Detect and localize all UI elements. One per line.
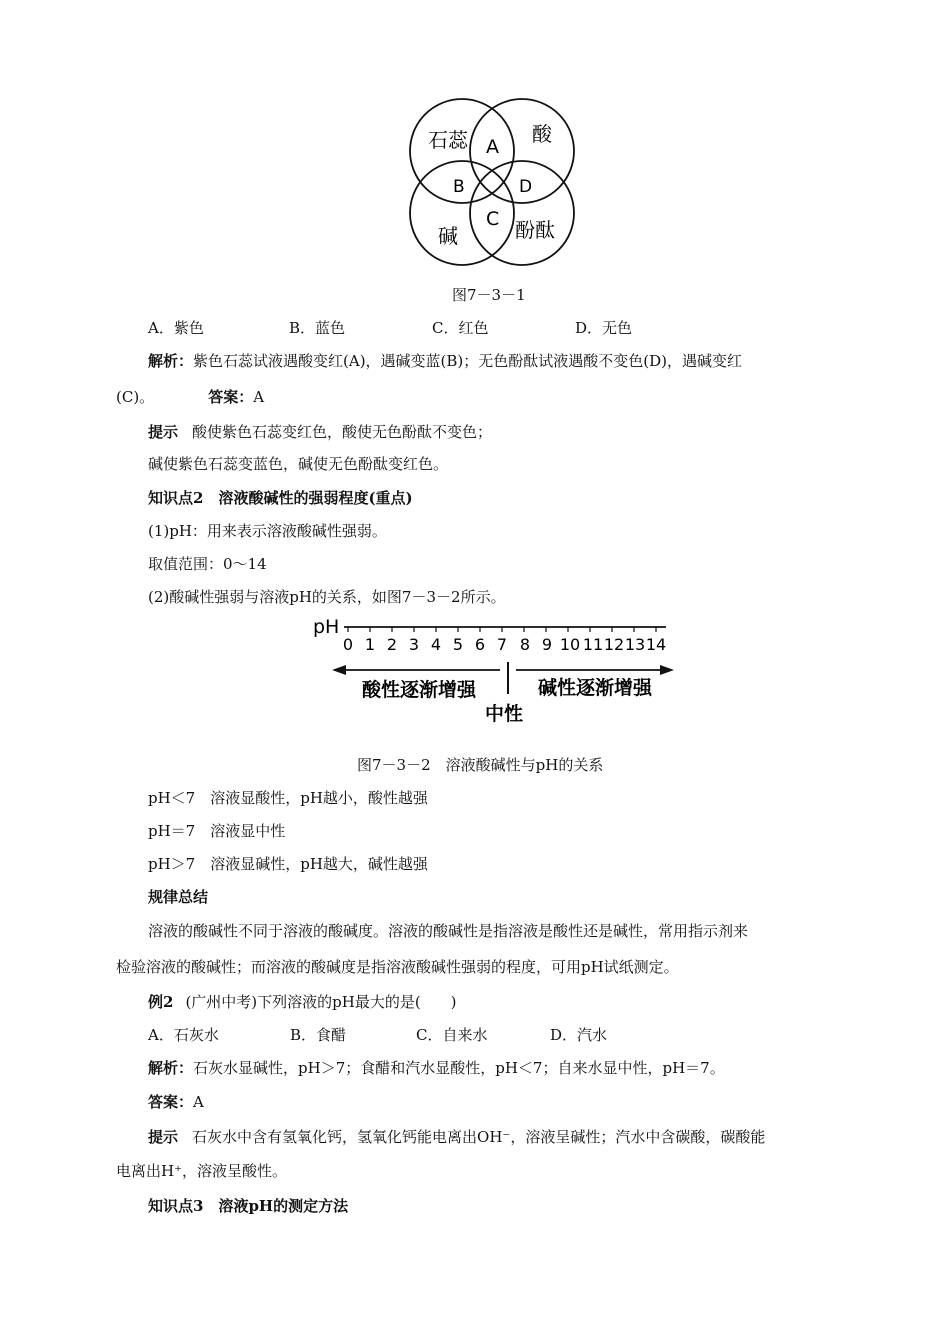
tip1-line1: [148, 421, 492, 443]
q1-option-b: B．蓝色: [289, 319, 346, 337]
ph-tick-13: 13: [624, 635, 646, 654]
q1-option-a: A．紫色: [148, 319, 204, 337]
kp2-item1: (1)pH：用来表示溶液酸碱性强弱。: [148, 522, 387, 540]
label-phenolphthalein: 酚酞: [515, 218, 555, 242]
kp2-range: 取值范围：0～14: [148, 555, 267, 573]
tip1-text1: 酸使紫色石蕊变红色，酸使无色酚酞不变色；: [192, 423, 493, 441]
ph-rule-acidic: pH＜7 溶液显酸性，pH越小，酸性越强: [148, 789, 428, 807]
figure-ph-scale: [310, 610, 680, 730]
label-region-c: C: [486, 208, 500, 230]
example2-question: [148, 991, 457, 1013]
example2-answer-label: 答案：: [148, 1093, 194, 1111]
ph-axis-label: pH: [313, 616, 340, 638]
tip1-line2: 碱使紫色石蕊变蓝色，碱使无色酚酞变红色。: [148, 455, 449, 473]
ph-tick-3: 3: [408, 635, 420, 654]
summary-title: 规律总结: [148, 888, 209, 906]
example2-analysis-label: 解析：: [148, 1059, 194, 1077]
example2-analysis: [148, 1057, 725, 1079]
example2-tip-label: 提示: [148, 1128, 179, 1146]
analysis1-text: 紫色石蕊试液遇酸变红(A)，遇碱变蓝(B)；无色酚酞试液遇酸不变色(D)，遇碱变红: [193, 352, 743, 370]
label-region-a: A: [486, 136, 499, 158]
label-acid: 酸: [532, 122, 552, 146]
example2-option-d: D．汽水: [550, 1026, 608, 1044]
analysis1-line2: [116, 386, 264, 408]
ph-tick-10: 10: [559, 635, 581, 654]
example2-analysis-text: 石灰水显碱性，pH＞7；食醋和汽水显酸性，pH＜7；自来水显中性，pH＝7。: [193, 1059, 725, 1077]
q1-option-c: C．红色: [432, 319, 489, 337]
ph-tick-5: 5: [452, 635, 464, 654]
tip1-label: 提示: [148, 423, 179, 441]
example2-tip-text1: 石灰水中含有氢氧化钙，氢氧化钙能电离出OH⁻，溶液呈碱性；汽水中含碳酸，碳酸能: [192, 1128, 766, 1146]
kp3-title: 知识点3 溶液pH的测定方法: [148, 1197, 349, 1215]
answer1-value: A: [253, 388, 265, 406]
figure1-caption: 图7－3－1: [452, 286, 526, 304]
acid-label: 酸性逐渐增强: [362, 679, 477, 701]
example2-tip-line2: 电离出H⁺，溶液呈酸性。: [116, 1162, 287, 1180]
analysis1-text2: (C)。: [116, 388, 155, 406]
analysis1-label: 解析：: [148, 352, 194, 370]
ph-tick-7: 7: [496, 635, 508, 654]
base-arrow-head: [660, 665, 674, 675]
example2-option-c: C．自来水: [416, 1026, 488, 1044]
summary-line2: 检验溶液的酸碱性；而溶液的酸碱度是指溶液酸碱性强弱的程度，可用pH试纸测定。: [116, 958, 679, 976]
label-region-d: D: [519, 177, 533, 197]
ph-tick-1: 1: [364, 635, 376, 654]
ph-tick-2: 2: [386, 635, 398, 654]
figure-indicator-venn: [400, 95, 590, 275]
neutral-label: 中性: [485, 703, 524, 725]
answer1-label: 答案：: [208, 388, 254, 406]
example2-answer-value: A: [193, 1093, 204, 1111]
ph-tick-4: 4: [430, 635, 442, 654]
figure2-caption: 图7－3－2 溶液酸碱性与pH的关系: [357, 756, 604, 774]
example2-option-b: B．食醋: [290, 1026, 347, 1044]
ph-rule-basic: pH＞7 溶液显碱性，pH越大，碱性越强: [148, 855, 428, 873]
q1-option-d: D．无色: [575, 319, 633, 337]
base-label: 碱性逐渐增强: [538, 677, 653, 699]
label-litmus: 石蕊: [428, 128, 468, 152]
ph-tick-8: 8: [519, 635, 531, 654]
label-region-b: B: [453, 177, 465, 197]
ph-tick-12: 12: [603, 635, 625, 654]
ph-rule-neutral: pH＝7 溶液显中性: [148, 822, 286, 840]
example2-label: 例2: [148, 993, 174, 1011]
ph-tick-11: 11: [582, 635, 604, 654]
kp2-title: 知识点2 溶液酸碱性的强弱程度(重点): [148, 489, 413, 507]
example2-option-a: A．石灰水: [148, 1026, 219, 1044]
analysis1-line1: [148, 350, 742, 372]
summary-line1: 溶液的酸碱性不同于溶液的酸碱度。溶液的酸碱性是指溶液是酸性还是碱性，常用指示剂来: [148, 922, 749, 940]
ph-tick-0: 0: [342, 635, 354, 654]
kp2-item2: (2)酸碱性强弱与溶液pH的关系，如图7－3－2所示。: [148, 588, 506, 606]
example2-question-text: (广州中考)下列溶液的pH最大的是( ): [185, 993, 457, 1011]
example2-answer: [148, 1091, 204, 1113]
ph-tick-9: 9: [541, 635, 553, 654]
acid-arrow-head: [332, 665, 346, 675]
ph-tick-14: 14: [645, 635, 667, 654]
label-base: 碱: [438, 224, 458, 248]
ph-tick-6: 6: [474, 635, 486, 654]
example2-tip-line1: [148, 1126, 765, 1148]
